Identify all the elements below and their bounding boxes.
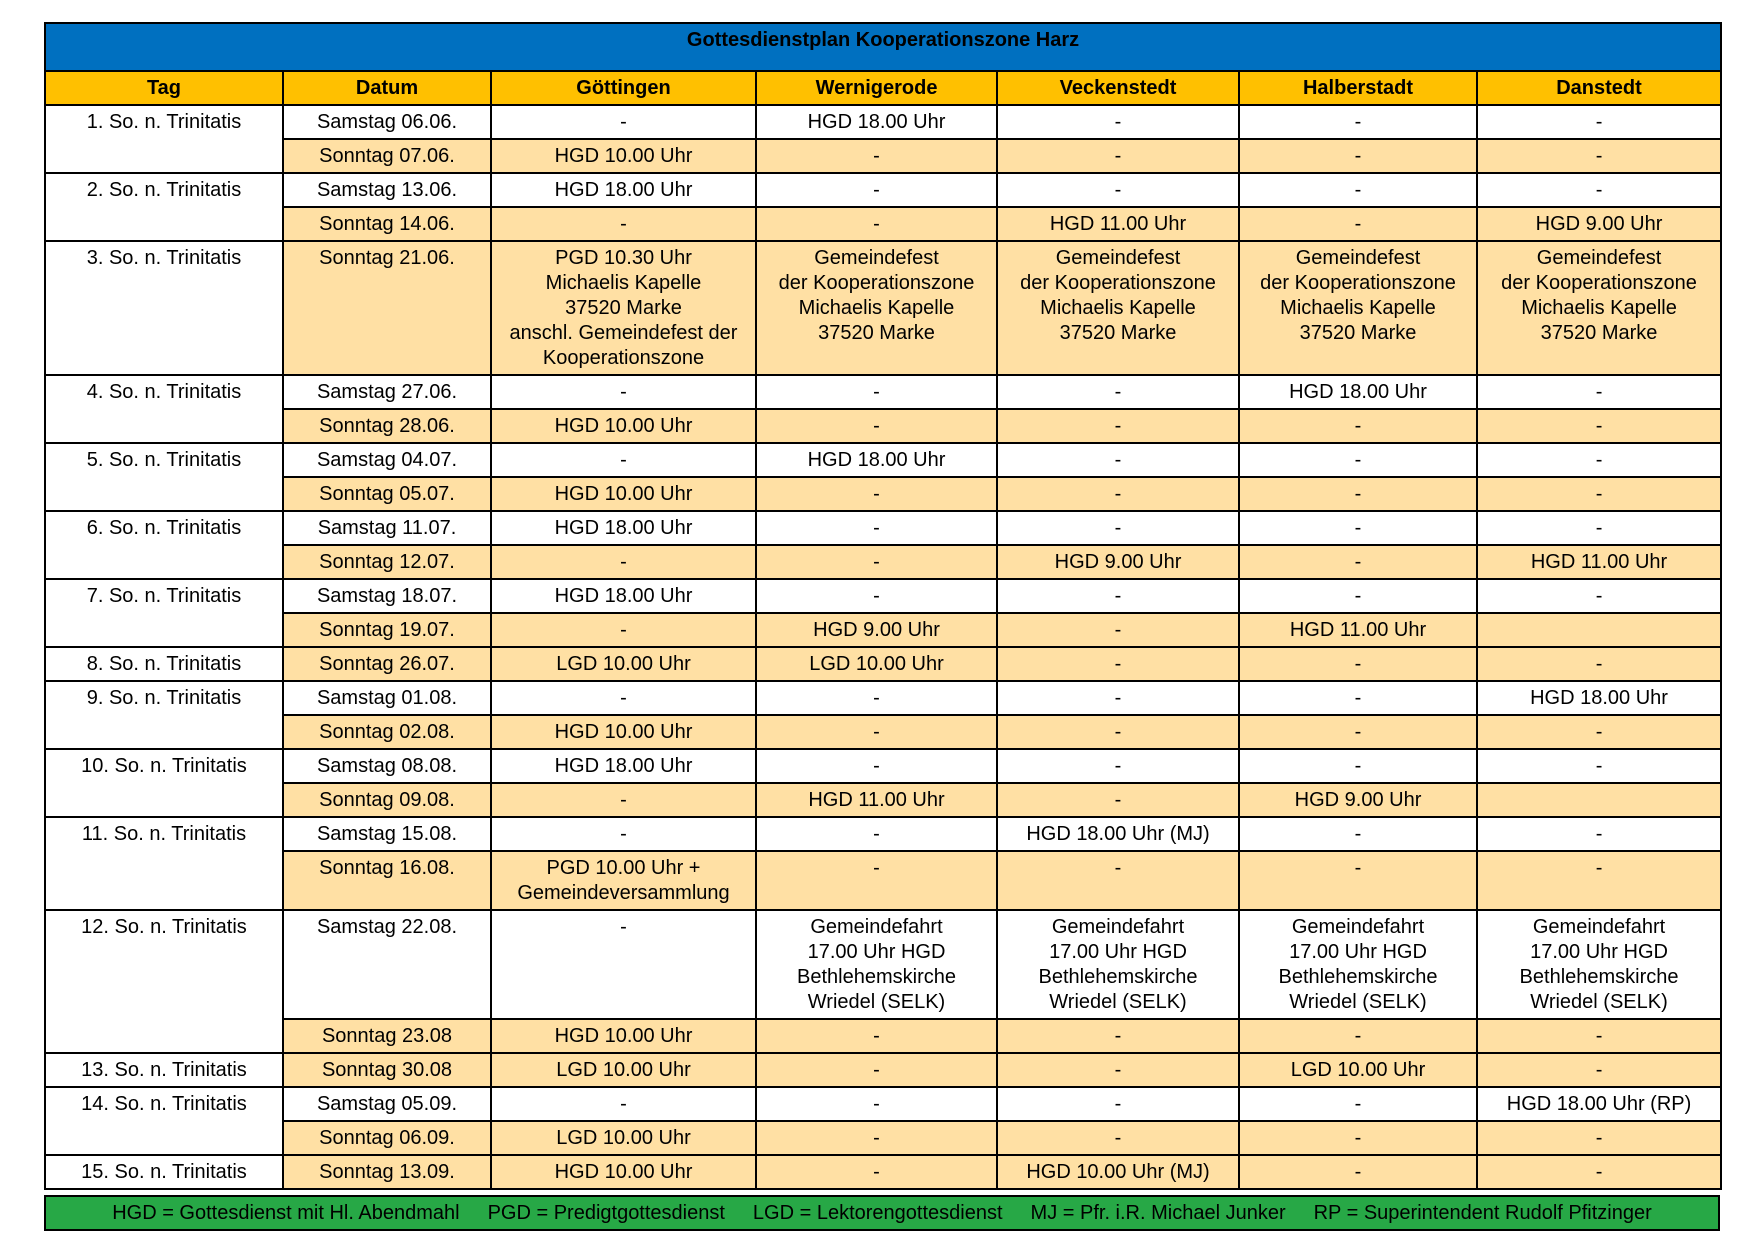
service-cell: - xyxy=(1239,443,1477,477)
service-cell: - xyxy=(997,105,1239,139)
service-cell: - xyxy=(756,1019,997,1053)
service-cell: - xyxy=(491,783,756,817)
service-cell: HGD 18.00 Uhr xyxy=(756,443,997,477)
column-header-goettingen: Göttingen xyxy=(491,71,756,105)
service-cell: - xyxy=(756,173,997,207)
service-cell: - xyxy=(756,477,997,511)
schedule-row xyxy=(45,409,1721,443)
sunday-label: 9. So. n. Trinitatis xyxy=(45,681,283,749)
sunday-label: 10. So. n. Trinitatis xyxy=(45,749,283,817)
date-cell: Sonntag 19.07. xyxy=(283,613,491,647)
service-cell: - xyxy=(756,545,997,579)
schedule-row xyxy=(45,817,1721,851)
schedule-row xyxy=(45,579,1721,613)
date-cell: Sonntag 28.06. xyxy=(283,409,491,443)
column-header-wernigerode: Wernigerode xyxy=(756,71,997,105)
legend-item-hgd: HGD = Gottesdienst mit Hl. Abendmahl xyxy=(112,1201,460,1224)
service-cell: - xyxy=(756,715,997,749)
date-cell: Sonntag 06.09. xyxy=(283,1121,491,1155)
service-cell: - xyxy=(756,749,997,783)
column-header-halberstadt: Halberstadt xyxy=(1239,71,1477,105)
service-cell: - xyxy=(756,207,997,241)
schedule-row xyxy=(45,910,1721,1019)
schedule-row xyxy=(45,647,1721,681)
schedule-row xyxy=(45,1155,1721,1189)
service-cell: - xyxy=(756,681,997,715)
service-cell: - xyxy=(491,207,756,241)
legend-item-mj: MJ = Pfr. i.R. Michael Junker xyxy=(1030,1201,1286,1224)
service-plan xyxy=(44,22,1720,1190)
schedule-row xyxy=(45,545,1721,579)
service-cell: - xyxy=(491,443,756,477)
service-cell: - xyxy=(1239,817,1477,851)
service-cell: - xyxy=(1477,375,1721,409)
service-cell: - xyxy=(1477,1019,1721,1053)
sunday-label: 4. So. n. Trinitatis xyxy=(45,375,283,443)
legend-item-pgd: PGD = Predigtgottesdienst xyxy=(487,1201,725,1224)
service-cell: - xyxy=(756,139,997,173)
service-cell: Gemeindefest der Kooperationszone Michaelis Kapelle 37520 Marke xyxy=(756,241,997,375)
service-cell: - xyxy=(1477,477,1721,511)
sunday-label: 3. So. n. Trinitatis xyxy=(45,241,283,375)
service-cell: - xyxy=(1477,105,1721,139)
date-cell: Sonntag 09.08. xyxy=(283,783,491,817)
date-cell: Samstag 15.08. xyxy=(283,817,491,851)
sunday-label: 5. So. n. Trinitatis xyxy=(45,443,283,511)
date-cell: Samstag 05.09. xyxy=(283,1087,491,1121)
service-cell: - xyxy=(756,1087,997,1121)
service-cell: HGD 9.00 Uhr xyxy=(756,613,997,647)
date-cell: Sonntag 05.07. xyxy=(283,477,491,511)
schedule-table xyxy=(44,22,1722,1190)
service-cell: - xyxy=(1239,173,1477,207)
schedule-row xyxy=(45,749,1721,783)
service-cell: HGD 18.00 Uhr xyxy=(491,579,756,613)
service-cell: - xyxy=(997,749,1239,783)
service-cell: - xyxy=(1477,409,1721,443)
date-cell: Samstag 22.08. xyxy=(283,910,491,1019)
service-cell: - xyxy=(1239,511,1477,545)
service-cell: - xyxy=(997,477,1239,511)
service-cell: HGD 18.00 Uhr xyxy=(491,749,756,783)
sunday-label: 6. So. n. Trinitatis xyxy=(45,511,283,579)
service-cell: LGD 10.00 Uhr xyxy=(491,647,756,681)
service-cell: LGD 10.00 Uhr xyxy=(1239,1053,1477,1087)
service-cell: - xyxy=(1477,817,1721,851)
service-cell: PGD 10.30 Uhr Michaelis Kapelle 37520 Marke anschl. Gemeindefest der Kooperationszone xyxy=(491,241,756,375)
schedule-row xyxy=(45,105,1721,139)
service-cell: - xyxy=(756,851,997,910)
legend-item-rp: RP = Superintendent Rudolf Pfitzinger xyxy=(1313,1201,1652,1224)
sunday-label: 11. So. n. Trinitatis xyxy=(45,817,283,910)
sunday-label: 8. So. n. Trinitatis xyxy=(45,647,283,681)
service-cell: PGD 10.00 Uhr + Gemeindeversammlung xyxy=(491,851,756,910)
service-cell: LGD 10.00 Uhr xyxy=(756,647,997,681)
service-cell: HGD 18.00 Uhr xyxy=(1477,681,1721,715)
service-cell: - xyxy=(997,443,1239,477)
schedule-row xyxy=(45,715,1721,749)
date-cell: Samstag 01.08. xyxy=(283,681,491,715)
service-cell: - xyxy=(491,105,756,139)
service-cell: - xyxy=(1239,545,1477,579)
service-cell: - xyxy=(1239,105,1477,139)
schedule-row xyxy=(45,613,1721,647)
service-cell: HGD 10.00 Uhr xyxy=(491,715,756,749)
schedule-row xyxy=(45,375,1721,409)
schedule-row xyxy=(45,511,1721,545)
service-cell: - xyxy=(756,375,997,409)
schedule-row xyxy=(45,1053,1721,1087)
service-cell: LGD 10.00 Uhr xyxy=(491,1053,756,1087)
service-cell: - xyxy=(1477,1121,1721,1155)
service-cell: - xyxy=(1477,139,1721,173)
service-cell: - xyxy=(1477,511,1721,545)
service-cell: - xyxy=(997,715,1239,749)
schedule-row xyxy=(45,241,1721,375)
schedule-row xyxy=(45,207,1721,241)
service-cell: LGD 10.00 Uhr xyxy=(491,1121,756,1155)
sunday-label: 12. So. n. Trinitatis xyxy=(45,910,283,1053)
service-cell: - xyxy=(1239,139,1477,173)
service-cell: HGD 10.00 Uhr xyxy=(491,477,756,511)
schedule-row xyxy=(45,783,1721,817)
schedule-row xyxy=(45,443,1721,477)
service-cell: - xyxy=(491,375,756,409)
service-cell: - xyxy=(1239,1155,1477,1189)
service-cell: HGD 9.00 Uhr xyxy=(1239,783,1477,817)
legend-item-lgd: LGD = Lektorengottesdienst xyxy=(752,1201,1003,1224)
schedule-row xyxy=(45,1019,1721,1053)
service-cell: - xyxy=(997,375,1239,409)
date-cell: Sonntag 26.07. xyxy=(283,647,491,681)
service-cell: Gemeindefest der Kooperationszone Michaelis Kapelle 37520 Marke xyxy=(997,241,1239,375)
schedule-body xyxy=(45,105,1721,1189)
date-cell: Samstag 18.07. xyxy=(283,579,491,613)
schedule-row xyxy=(45,1087,1721,1121)
service-cell: - xyxy=(997,1087,1239,1121)
schedule-row xyxy=(45,1121,1721,1155)
date-cell: Sonntag 07.06. xyxy=(283,139,491,173)
service-cell: - xyxy=(1477,173,1721,207)
date-cell: Sonntag 16.08. xyxy=(283,851,491,910)
date-cell: Sonntag 12.07. xyxy=(283,545,491,579)
service-cell: - xyxy=(1477,647,1721,681)
page-title: Gottesdienstplan Kooperationszone Harz xyxy=(45,23,1721,71)
service-cell: - xyxy=(1239,579,1477,613)
service-cell: - xyxy=(491,910,756,1019)
service-cell: - xyxy=(997,1019,1239,1053)
date-cell: Samstag 08.08. xyxy=(283,749,491,783)
service-cell: - xyxy=(1239,681,1477,715)
service-cell: HGD 9.00 Uhr xyxy=(1477,207,1721,241)
schedule-row xyxy=(45,477,1721,511)
service-cell: - xyxy=(997,409,1239,443)
service-cell: HGD 10.00 Uhr xyxy=(491,139,756,173)
service-cell: - xyxy=(1477,1053,1721,1087)
service-cell: Gemeindefahrt 17.00 Uhr HGD Bethlehemskirche Wriedel (SELK) xyxy=(756,910,997,1019)
service-cell: HGD 10.00 Uhr xyxy=(491,409,756,443)
service-cell: HGD 10.00 Uhr xyxy=(491,1155,756,1189)
service-cell: - xyxy=(997,783,1239,817)
column-header-tag: Tag xyxy=(45,71,283,105)
service-cell: - xyxy=(1239,207,1477,241)
service-cell: - xyxy=(997,511,1239,545)
service-cell: Gemeindefahrt 17.00 Uhr HGD Bethlehemskirche Wriedel (SELK) xyxy=(1477,910,1721,1019)
service-cell: - xyxy=(1239,851,1477,910)
service-cell: - xyxy=(1239,647,1477,681)
service-cell: HGD 10.00 Uhr xyxy=(491,1019,756,1053)
sunday-label: 1. So. n. Trinitatis xyxy=(45,105,283,173)
service-cell: HGD 18.00 Uhr xyxy=(756,105,997,139)
service-cell xyxy=(1477,613,1721,647)
service-cell: - xyxy=(756,1053,997,1087)
column-header-danstedt: Danstedt xyxy=(1477,71,1721,105)
service-cell: - xyxy=(997,613,1239,647)
service-cell: - xyxy=(491,1087,756,1121)
schedule-row xyxy=(45,851,1721,910)
service-cell: - xyxy=(1239,1019,1477,1053)
date-cell: Samstag 06.06. xyxy=(283,105,491,139)
service-cell: - xyxy=(756,1121,997,1155)
service-cell: - xyxy=(997,1053,1239,1087)
service-cell: - xyxy=(491,545,756,579)
service-cell xyxy=(1477,783,1721,817)
date-cell: Sonntag 30.08 xyxy=(283,1053,491,1087)
service-cell: - xyxy=(1477,443,1721,477)
service-cell: HGD 18.00 Uhr xyxy=(1239,375,1477,409)
date-cell: Sonntag 02.08. xyxy=(283,715,491,749)
service-cell: HGD 11.00 Uhr xyxy=(1477,545,1721,579)
date-cell: Sonntag 21.06. xyxy=(283,241,491,375)
service-cell: - xyxy=(1239,715,1477,749)
date-cell: Samstag 13.06. xyxy=(283,173,491,207)
service-cell: - xyxy=(1477,715,1721,749)
service-cell: HGD 10.00 Uhr (MJ) xyxy=(997,1155,1239,1189)
sunday-label: 2. So. n. Trinitatis xyxy=(45,173,283,241)
service-cell: Gemeindefest der Kooperationszone Michaelis Kapelle 37520 Marke xyxy=(1477,241,1721,375)
service-cell: - xyxy=(997,1121,1239,1155)
service-cell: - xyxy=(1477,1155,1721,1189)
sunday-label: 7. So. n. Trinitatis xyxy=(45,579,283,647)
service-cell: - xyxy=(491,681,756,715)
service-cell: - xyxy=(1239,477,1477,511)
service-cell: HGD 11.00 Uhr xyxy=(1239,613,1477,647)
sunday-label: 14. So. n. Trinitatis xyxy=(45,1087,283,1155)
column-header-datum: Datum xyxy=(283,71,491,105)
service-cell: HGD 11.00 Uhr xyxy=(756,783,997,817)
service-cell: - xyxy=(1239,1121,1477,1155)
date-cell: Samstag 27.06. xyxy=(283,375,491,409)
schedule-row xyxy=(45,173,1721,207)
service-cell: HGD 18.00 Uhr (RP) xyxy=(1477,1087,1721,1121)
service-cell: - xyxy=(997,579,1239,613)
date-cell: Samstag 04.07. xyxy=(283,443,491,477)
schedule-row xyxy=(45,139,1721,173)
service-cell: - xyxy=(491,613,756,647)
date-cell: Sonntag 13.09. xyxy=(283,1155,491,1189)
service-cell: - xyxy=(997,173,1239,207)
service-cell: - xyxy=(756,409,997,443)
service-cell: HGD 18.00 Uhr xyxy=(491,511,756,545)
service-cell: - xyxy=(491,817,756,851)
legend-bar xyxy=(44,1195,1720,1231)
service-cell: HGD 18.00 Uhr (MJ) xyxy=(997,817,1239,851)
service-cell: - xyxy=(997,851,1239,910)
date-cell: Sonntag 23.08 xyxy=(283,1019,491,1053)
service-cell: - xyxy=(756,817,997,851)
service-cell: Gemeindefahrt 17.00 Uhr HGD Bethlehemskirche Wriedel (SELK) xyxy=(1239,910,1477,1019)
service-cell: - xyxy=(1477,749,1721,783)
service-cell: - xyxy=(997,139,1239,173)
date-cell: Sonntag 14.06. xyxy=(283,207,491,241)
service-cell: HGD 9.00 Uhr xyxy=(997,545,1239,579)
service-cell: Gemeindefest der Kooperationszone Michaelis Kapelle 37520 Marke xyxy=(1239,241,1477,375)
service-cell: - xyxy=(1477,579,1721,613)
service-cell: - xyxy=(1239,749,1477,783)
column-header-veckenstedt: Veckenstedt xyxy=(997,71,1239,105)
sunday-label: 13. So. n. Trinitatis xyxy=(45,1053,283,1087)
service-cell: - xyxy=(997,647,1239,681)
service-cell: - xyxy=(1477,851,1721,910)
service-cell: - xyxy=(997,681,1239,715)
service-cell: - xyxy=(756,579,997,613)
schedule-row xyxy=(45,681,1721,715)
sunday-label: 15. So. n. Trinitatis xyxy=(45,1155,283,1189)
service-cell: - xyxy=(1239,409,1477,443)
service-cell: - xyxy=(756,511,997,545)
service-cell: - xyxy=(756,1155,997,1189)
service-cell: HGD 11.00 Uhr xyxy=(997,207,1239,241)
service-cell: HGD 18.00 Uhr xyxy=(491,173,756,207)
service-cell: - xyxy=(1239,1087,1477,1121)
service-cell: Gemeindefahrt 17.00 Uhr HGD Bethlehemskirche Wriedel (SELK) xyxy=(997,910,1239,1019)
date-cell: Samstag 11.07. xyxy=(283,511,491,545)
